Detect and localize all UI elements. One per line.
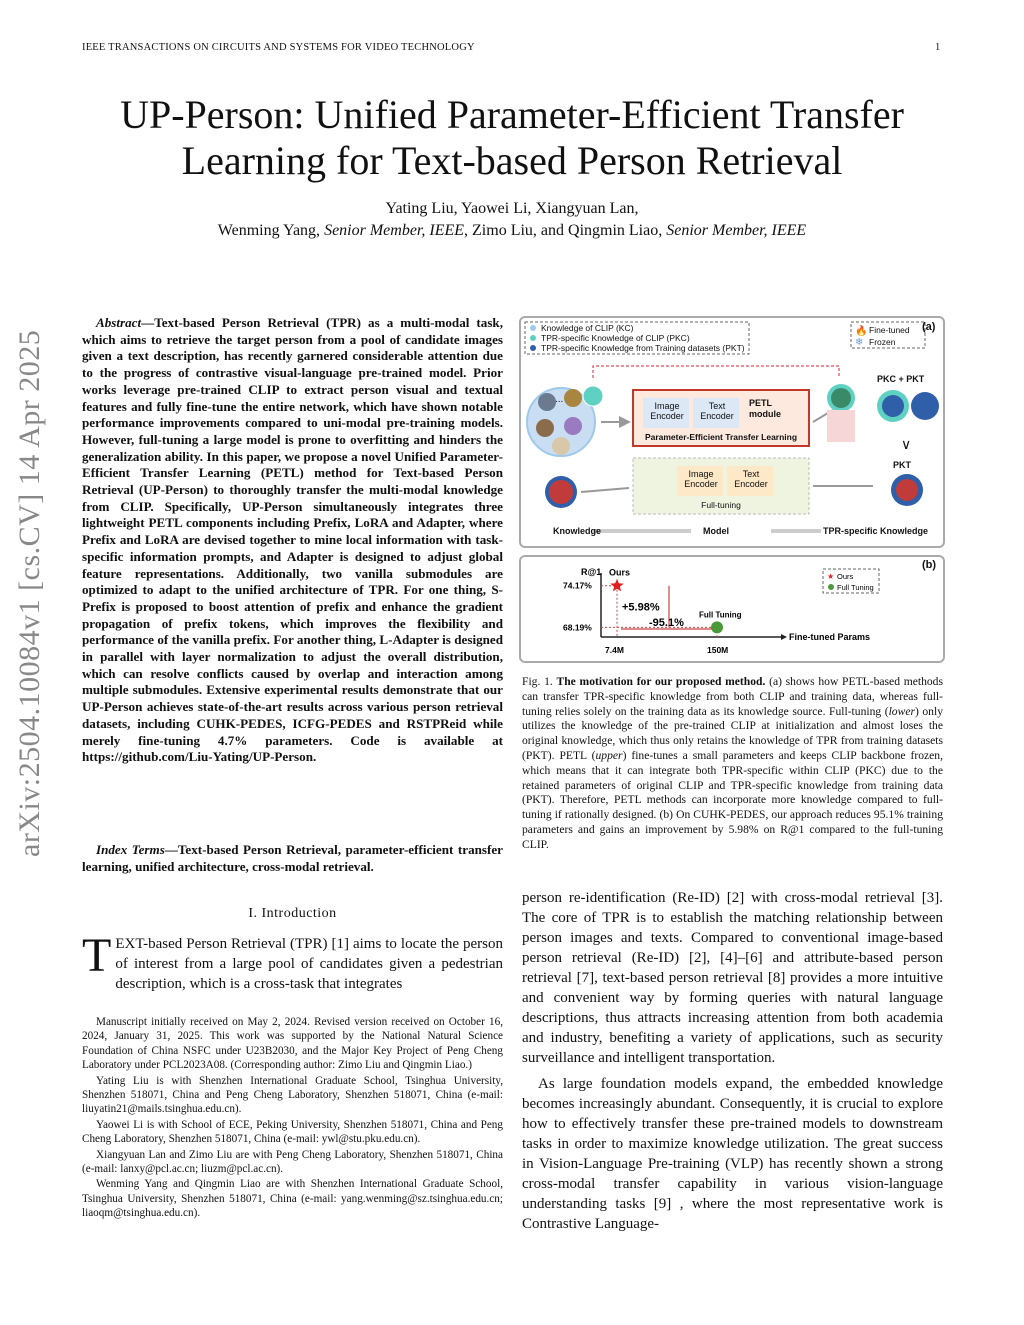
knowledge-thumb bbox=[538, 393, 556, 411]
footnotes bbox=[82, 1015, 503, 1222]
figure-caption: Fig. 1. The motivation for our proposed method. (a) shows how PETL-based methods can transfer TPR-specific knowledge from both CLIP and training data, whereas full-tuning relies solely on the training data as its knowledge source. Full-tuning (lower) only utilizes the knowledge of the pre-trained CLIP at initialization and almost loses the original knowledge, which thus only retains the knowledge of TPR from training datasets (PKT). PETL (upper) fine-tunes a small parameters and keeps CLIP backbone frozen, which means that it can integrate both TPR-specific within CLIP (PKC) due to the retained parameters of original CLIP and TPR-specific knowledge from training data (PKT). Therefore, PETL methods can incorporate more knowledge compared to full-tuning if rationally designed. (b) On CUHK-PEDES, our approach reduces 95.1% training parameters and gains an improvement by 5.98% on R@1 compared to the full-tuning CLIP. bbox=[522, 675, 944, 851]
pkt-label: PKT bbox=[893, 460, 911, 470]
paragraph: As large foundation models expand, the embedded knowledge becomes increasingly abundant. Consequently, it is crucial to explore how to effectively transfer these pre-trained models to downstream tasks in order to maximize knowledge utilization. The great success in Vision-Language Pre-training (VLP) has recently shown a strong cross-modal transfer capability in various vision-language understanding tasks [9] , where the most representative work is Contrastive Language- bbox=[522, 1076, 943, 1232]
arxiv-stamp: arXiv:2504.10084v1 [cs.CV] 14 Apr 2025 bbox=[13, 329, 46, 857]
legend-text: Knowledge of CLIP (KC) TPR-specific Knowledge of CLIP (PKC) TPR-specific Knowledge from Training datasets (PKT) bbox=[541, 323, 745, 353]
kc-dot bbox=[530, 325, 536, 331]
section-heading: I. Introduction bbox=[248, 906, 337, 921]
out-thumb bbox=[827, 410, 855, 442]
gain-label: +5.98% bbox=[622, 601, 660, 614]
snowflake-icon: ❄ bbox=[855, 337, 864, 348]
panel-label-b: (b) bbox=[922, 559, 937, 571]
footnote: Wenming Yang and Qingmin Liao are with Shenzhen International Graduate School, Tsinghua University, Shenzhen 518071, China (e-mail: yang.wenming@sz.tsinghua.edu.cn; liaoqm@tsinghua.edu.cn). bbox=[82, 1178, 503, 1220]
knowledge-thumb bbox=[564, 417, 582, 435]
data-point-ours bbox=[610, 579, 623, 592]
bottom-label-knowledge: Knowledge bbox=[553, 526, 602, 536]
petl-label: Parameter-Efficient Transfer Learning bbox=[644, 432, 798, 442]
footnote: Yating Liu is with Shenzhen International Graduate School, Tsinghua University, Shenzhen 518071, China and Peng Cheng Laboratory, Shenzhen 518071, China (e-mail: liuyatin21@mails.tsinghua.edu.cn). bbox=[82, 1074, 503, 1116]
x-axis-label: Fine-tuned Params bbox=[789, 632, 871, 642]
knowledge-thumb bbox=[536, 419, 554, 437]
caption-bold: The motivation for our proposed method. bbox=[556, 675, 766, 688]
pkt-dot bbox=[530, 345, 536, 351]
running-header: IEEE TRANSACTIONS ON CIRCUITS AND SYSTEMS FOR VIDEO TECHNOLOGY bbox=[82, 42, 475, 53]
y-tick-label: 68.19% bbox=[563, 622, 592, 633]
page-number: 1 bbox=[935, 42, 941, 53]
x-tick-label: 7.4M bbox=[605, 645, 624, 655]
dropcap: T bbox=[82, 929, 112, 982]
footnote: Manuscript initially received on May 2, 2024. Revised version received on October 16, 2024, January 31, 2025. This work was supported by the National Natural Science Foundation of China NSFC under U23B2030, and the Major Key Project of Peng Cheng Laboratory under PCL2023A08. (Corresponding author: Zimo Liu and Qingmin Liao.) bbox=[82, 1016, 503, 1072]
index-terms-text: —Text-based Person Retrieval, parameter-efficient transfer learning, unified architecture, cross-modal retrieval. bbox=[82, 842, 503, 874]
image-encoder-label: Image Encoder bbox=[650, 401, 684, 421]
y-tick-label: 74.17% bbox=[563, 580, 592, 591]
abstract-label: Abstract bbox=[96, 315, 142, 330]
point-label-ours: Ours bbox=[609, 567, 631, 578]
legend-ours: Ours bbox=[837, 572, 854, 581]
author-role: Senior Member, IEEE bbox=[666, 222, 807, 239]
pkt-out-thumb bbox=[896, 479, 918, 501]
petl-path bbox=[593, 366, 839, 378]
tuned-legend-text: Fine-tuned Frozen bbox=[869, 325, 910, 347]
footnote: Yaowei Li is with School of ECE, Peking University, Shenzhen 518071, China and Peng Cheng Laboratory, Shenzhen 518071, China (e-mail: ywl@stu.pku.edu.cn). bbox=[82, 1118, 503, 1146]
figure-a bbox=[519, 316, 945, 548]
index-terms-label: Index Terms bbox=[96, 842, 165, 857]
figure-b bbox=[519, 555, 945, 663]
ft-text-encoder-label: Text Encoder bbox=[734, 469, 768, 489]
pkc-thumb bbox=[831, 388, 851, 408]
data-point-full-tuning bbox=[711, 621, 723, 633]
pkc-pkt-label: PKC + PKT bbox=[877, 374, 925, 384]
arrow bbox=[581, 488, 629, 492]
panel-label-a: (a) bbox=[922, 321, 936, 333]
pkt-thumb bbox=[549, 480, 573, 504]
x-axis-arrow bbox=[781, 634, 787, 640]
paragraph: person re-identification (Re-ID) [2] with cross-modal retrieval [3]. The core of TPR is to establish the matching relationship between person images and texts. Compared to conventional image-based person retrieval (Re-ID) [2], [4]–[6] and attribute-based person retrieval [7], text-based person retrieval [8] provides a more intuitive and convenient way by forming queries with natural language descriptions, thus attracts increasing attention from both academia and industry, benefiting a variety of applications, such as security surveillance and intelligent transportation. bbox=[522, 890, 943, 1066]
pkc-pkt-circle-2 bbox=[911, 392, 939, 420]
pkc-circle bbox=[583, 386, 603, 406]
ft-image-encoder-label: Image Encoder bbox=[684, 469, 718, 489]
bottom-label-model: Model bbox=[703, 526, 729, 536]
reduction-label: -95.1% bbox=[649, 617, 684, 629]
knowledge-thumb bbox=[564, 389, 582, 407]
index-terms bbox=[82, 842, 503, 875]
author-line-1: Yating Liu, Yaowei Li, Xiangyuan Lan, bbox=[385, 200, 639, 217]
ellipsis: ... bbox=[555, 394, 564, 405]
greater-sign: ∨ bbox=[901, 436, 912, 452]
right-column bbox=[522, 888, 943, 1234]
bottom-label-tpr: TPR-specific Knowledge bbox=[823, 526, 929, 536]
petl-module-label: PETL module bbox=[749, 398, 782, 419]
pkc-pkt-inner bbox=[882, 395, 904, 417]
author-role: Senior Member, IEEE bbox=[324, 222, 465, 239]
text-encoder-label: Text Encoder bbox=[700, 401, 734, 421]
paper-title: UP-Person: Unified Parameter-Efficient Transfer Learning for Text-based Person Retrieval bbox=[120, 92, 904, 183]
legend-star-icon: ★ bbox=[827, 572, 835, 581]
caption-label: Fig. 1. bbox=[522, 675, 553, 688]
chart-svg bbox=[521, 557, 943, 661]
footnote: Xiangyuan Lan and Zimo Liu are with Peng Cheng Laboratory, Shenzhen 518071, China (e-mail: lanxy@pcl.ac.cn; liuzm@pcl.ac.cn). bbox=[82, 1148, 503, 1176]
abstract bbox=[82, 315, 503, 766]
y-axis-label: R@1 bbox=[581, 567, 602, 577]
knowledge-thumb bbox=[552, 437, 570, 455]
full-tuning-label: Full-tuning bbox=[701, 500, 741, 510]
pkc-dot bbox=[530, 335, 536, 341]
point-label-full-tuning: Full Tuning bbox=[699, 610, 742, 620]
author-line-2: Wenming Yang, Senior Member, IEEE, Zimo Liu, and Qingmin Liao, Senior Member, IEEE bbox=[217, 222, 807, 239]
fire-icon: 🔥 bbox=[855, 326, 868, 337]
intro-paragraph: TEXT-based Person Retrieval (TPR) [1] aims to locate the person of interest from a large pool of candidates given a pedestrian description, which is a cross-task that integrates bbox=[82, 929, 503, 992]
legend-full-tuning: Full Tuning bbox=[837, 583, 874, 592]
legend-circle-icon bbox=[828, 584, 834, 590]
abstract-text: —Text-based Person Retrieval (TPR) as a multi-modal task, which aims to retrieve the target person from a pool of candidate images given a text description, has recently garnered considerable attention due to the progress of contrastive visual-language pre-trained model. Prior works leverage pre-trained CLIP to extract person visual and textual features and fully fine-tune the entire network, which have shown notable performance improvements compared to uni-modal pre-training models. However, full-tuning a large model is prone to overfitting and hinders the generalization ability. In this paper, we propose a novel Unified Parameter-Efficient Transfer Learning (PETL) method for Text-based Person Retrieval (UP-Person) to thoroughly transfer the multi-modal knowledge from CLIP. Specifically, UP-Person simultaneously integrates three lightweight PETL components including Prefix, LoRA and Adapter, where Prefix and LoRA are devised together to mine local information with task-specific information prompts, and Adapter is designed to adjust global feature representations. Additionally, two vanilla submodules are optimized to adapt to the unified architecture of TPR. For one thing, S-Prefix is proposed to boost attention of prefix and enhance the gradient propagation of prefix tokens, which improves the flexibility and performance of the vanilla prefix. For another thing, L-Adapter is designed in parallel with layer normalization to adjust the overall distribution, which can resolve conflicts caused by overlap and interaction among multiple submodules. Extensive experimental results demonstrate that our UP-Person achieves state-of-the-art results across various person retrieval datasets, including CUHK-PEDES, ICFG-PEDES and RSTPReid while merely fine-tuning 4.7% parameters. Code is available at https://github.com/Liu-Yating/UP-Person. bbox=[82, 315, 503, 765]
x-tick-label: 150M bbox=[707, 645, 729, 655]
